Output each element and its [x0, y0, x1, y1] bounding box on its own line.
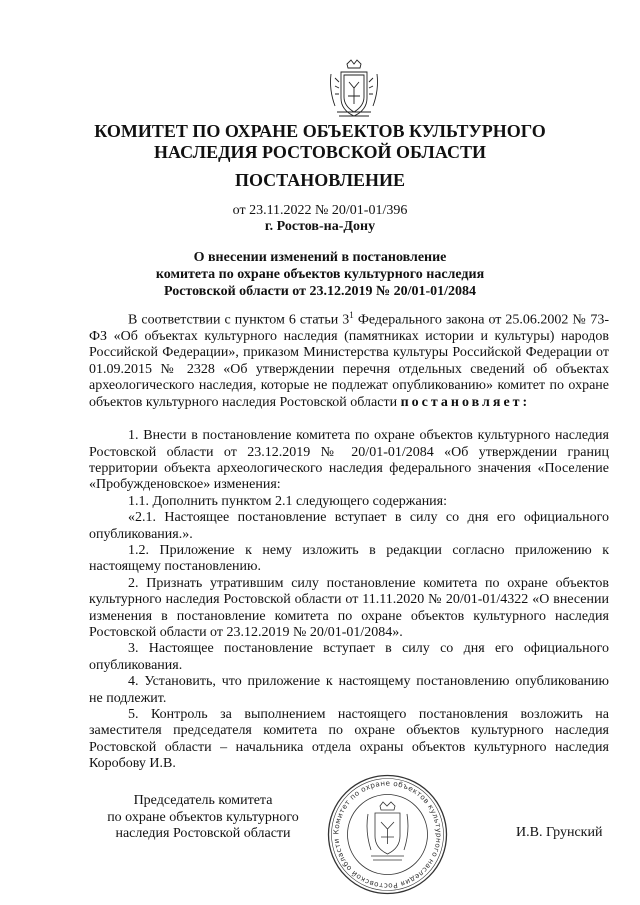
- item-2: 2. Признать утратившим силу постановление комитета по охране объектов культурного наследия Ростовской области от 11.11.2020 № 20/01-01/4322 «О внесении изменения в постановление комитета по охране объектов культурного наследия Ростовской области от 23.12.2019 № 20/01-01/2084».: [89, 575, 609, 640]
- item-1-2: 1.2. Приложение к нему изложить в редакции согласно приложению к настоящему постановлению.: [89, 542, 609, 575]
- document-body: [89, 307, 609, 773]
- item-3: 3. Настоящее постановление вступает в силу со дня его официального опубликования.: [89, 641, 609, 673]
- official-seal-stamp: [325, 772, 450, 897]
- preamble-text-b: Федерального закона от 25.06.2002 № 73-ФЗ «Об объектах культурного наследия (памятниках истории и культуры) народов Российской Федерации», приказом Министерства культуры Российской Федерации от 01.09.2015 № 2328 «Об утверждении перечня отдельных сведений об объектах археологического наследия, которые не подлежат опубликованию» комитет по охране объектов культурного наследия Ростовской области: [89, 312, 609, 410]
- resolve-word: постановляет:: [400, 394, 531, 410]
- subject-line3: Ростовской области от 23.12.2019 № 20/01-01/2084: [163, 284, 477, 299]
- signature-position: [88, 793, 318, 843]
- document-subject: [0, 249, 640, 300]
- signature-position-line2: по охране объектов культурного: [107, 809, 299, 825]
- signature-position-line1: Председатель комитета: [133, 793, 273, 808]
- seal-ring-text: Комитет по охране объектов культурного наследия Ростовской области: [331, 778, 444, 891]
- signature-position-line3: наследия Ростовской области: [115, 826, 291, 841]
- item-1: 1. Внести в постановление комитета по охране объектов культурного наследия Ростовской области от 23.12.2019 № 20/01-01/2084 «Об утверждении границ территории объекта археологического наследия федерального значения «Поселение «Пробужденовское» изменения:: [89, 428, 609, 493]
- document-type: ПОСТАНОВЛЕНИЕ: [234, 170, 406, 190]
- item-5: 5. Контроль за выполнением настоящего постановления возложить на заместителя председателя комитета по охране объектов культурного наследия Ростовской области – начальника отдела охраны объектов культурного наследия Коробову И.В.: [89, 707, 609, 772]
- subject-line1: О внесении изменений в постановление: [193, 250, 447, 265]
- item-4: 4. Установить, что приложение к настоящему постановлению опубликованию не подлежит.: [89, 674, 609, 706]
- organization-title-line2: НАСЛЕДИЯ РОСТОВСКОЙ ОБЛАСТИ: [154, 142, 486, 162]
- preamble-superscript: 1: [349, 310, 354, 320]
- document-city: г. Ростов-на-Дону: [264, 219, 376, 234]
- subject-line2: комитета по охране объектов культурного наследия: [155, 267, 485, 282]
- item-1-1: 1.1. Дополнить пунктом 2.1 следующего содержания:: [128, 493, 448, 509]
- organization-title-line1: КОМИТЕТ ПО ОХРАНЕ ОБЪЕКТОВ КУЛЬТУРНОГО: [94, 121, 546, 141]
- item-1-1-quote: «2.1. Настоящее постановление вступает в силу со дня его официального опубликования.».: [89, 510, 609, 542]
- preamble-paragraph: [89, 307, 609, 411]
- signatory-name: И.В. Грунский: [516, 825, 603, 840]
- coat-of-arms-emblem: [327, 58, 381, 120]
- preamble-text-a: В соответствии с пунктом 6 статьи 3: [128, 312, 350, 328]
- organization-title: [0, 121, 640, 163]
- document-date-number: от 23.11.2022 № 20/01-01/396: [232, 203, 408, 218]
